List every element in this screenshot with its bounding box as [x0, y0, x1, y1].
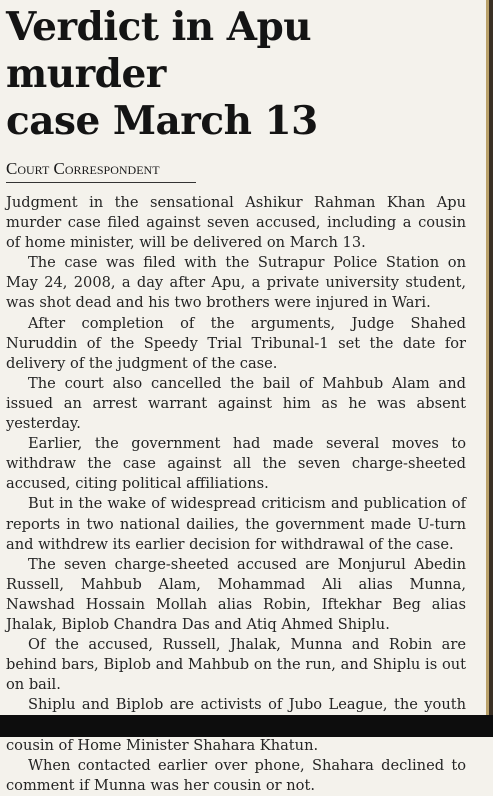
headline-line-2: case March 13 — [6, 98, 318, 144]
paragraph: The seven charge-sheeted accused are Monjurul Abedin Russell, Mahbub Alam, Mohammad Ali alias Munna, Nawshad Hossain Mollah alias Robin, Iftekhar Beg alias Jhalak, Biplob Chandra Das and Atiq Ahmed Shiplu. — [6, 555, 466, 633]
headline-line-1: Verdict in Apu murder — [6, 4, 312, 97]
paragraph: The court also cancelled the bail of Mahbub Alam and issued an arrest warrant against him as he was absent yesterday. — [6, 374, 466, 433]
paragraph: Judgment in the sensational Ashikur Rahman Khan Apu murder case filed against seven accused, including a cousin of home minister, will be delivered on March 13. — [6, 194, 466, 252]
paragraph: When contacted earlier over phone, Shahara declined to comment if Munna was her cousin or not. — [6, 756, 466, 794]
byline: Court Correspondent — [6, 159, 196, 183]
news-article — [6, 0, 466, 796]
paragraph: Shiplu and Biplob are activists of Jubo League, the youth cousin of Home Minister Shahara Khatun. — [6, 696, 466, 754]
paragraph: Of the accused, Russell, Jhalak, Munna and Robin are behind bars, Biplob and Mahbub on the run, and Shiplu is out on bail. — [6, 636, 466, 694]
headline — [6, 0, 466, 145]
article-body — [6, 193, 466, 796]
paragraph: Earlier, the government had made several moves to withdraw the case against all the seven charge-sheeted accused, citing political affiliations. — [6, 435, 466, 493]
adjacent-page-shadow — [489, 0, 493, 715]
paragraph: The case was filed with the Sutrapur Police Station on May 24, 2008, a day after Apu, a private university student, was shot dead and his two brothers were injured in Wari. — [6, 254, 466, 312]
paragraph: But in the wake of widespread criticism and publication of reports in two national dailies, the government made U-turn and withdrew its earlier decision for withdrawal of the case. — [6, 495, 466, 553]
bottom-border — [0, 715, 493, 737]
paragraph: After completion of the arguments, Judge Shahed Nuruddin of the Speedy Trial Tribunal-1 set the date for delivery of the judgment of the case. — [6, 314, 466, 372]
